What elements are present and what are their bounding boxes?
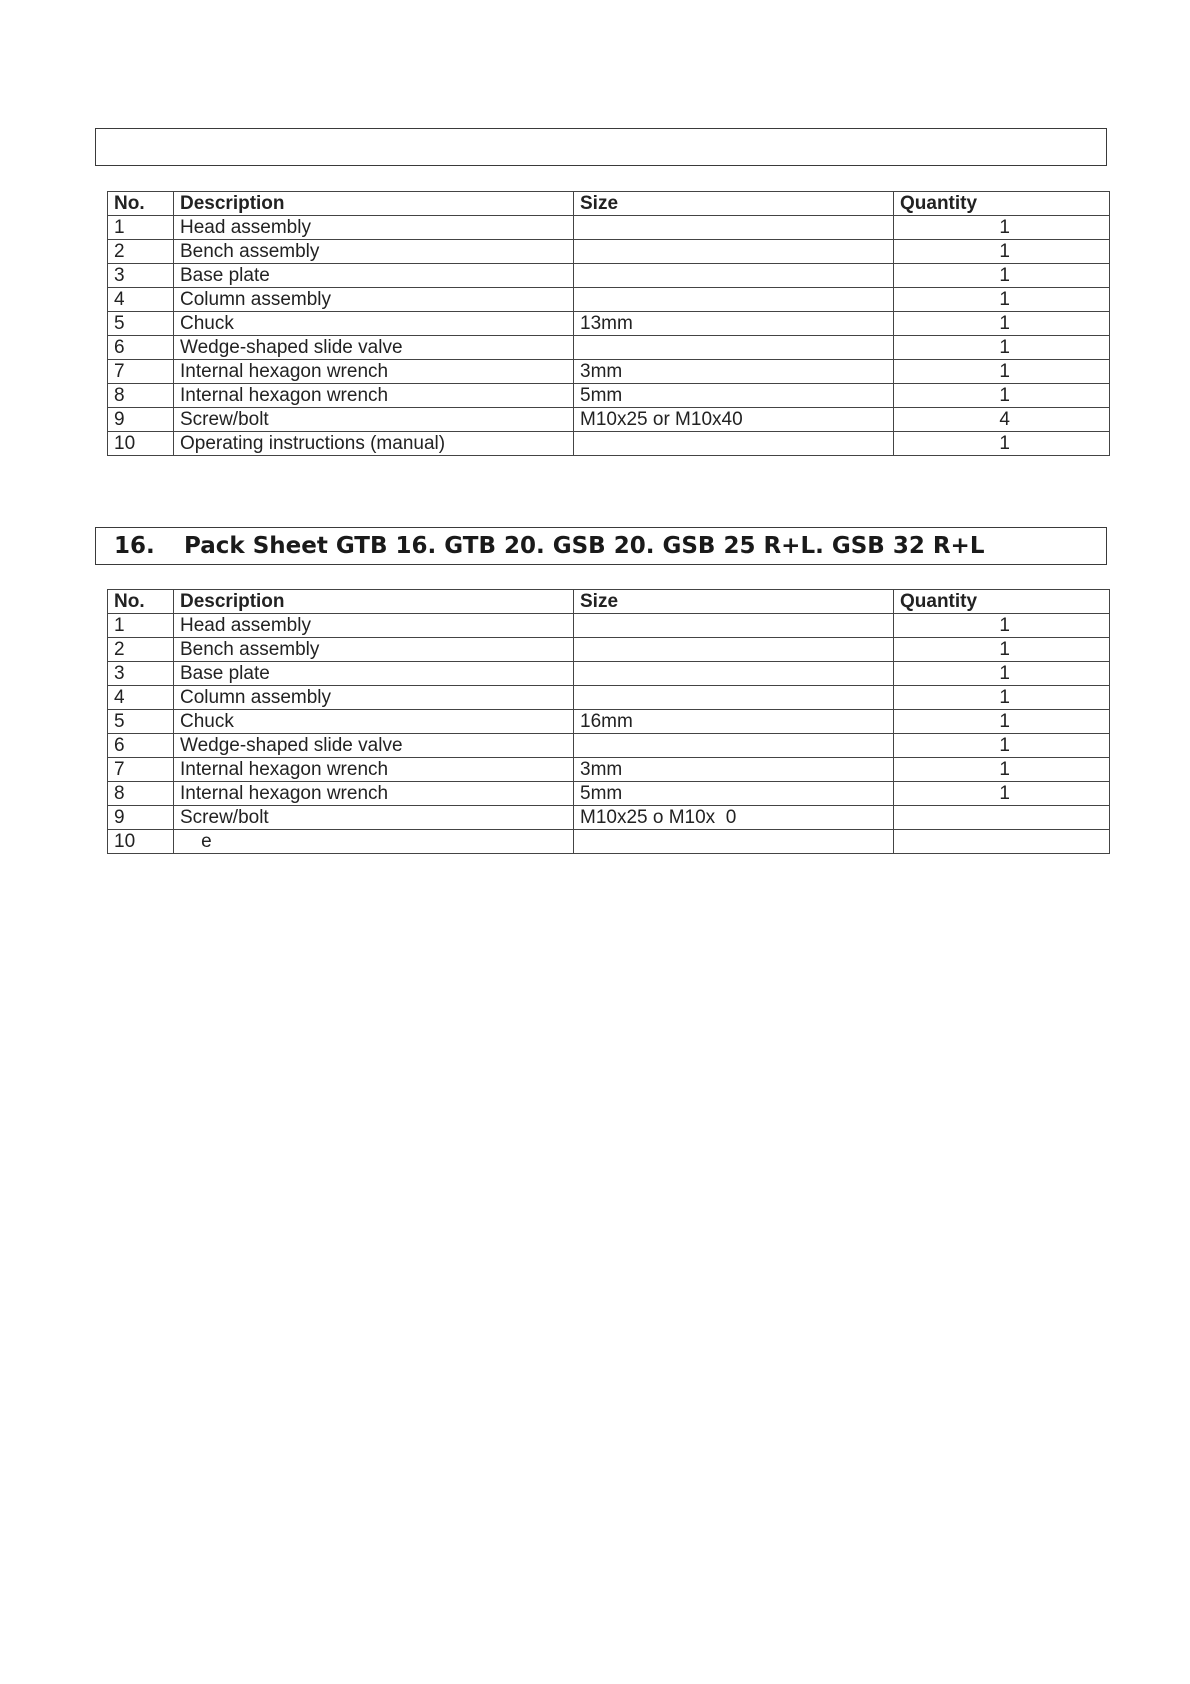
cell-quantity: 1 xyxy=(894,686,1110,710)
cell-size xyxy=(574,638,894,662)
table-row xyxy=(108,240,1110,264)
cell-quantity: 1 xyxy=(894,360,1110,384)
cell-size: 3mm xyxy=(574,758,894,782)
cell-no: 8 xyxy=(108,384,174,408)
cell-description: Screw/bolt xyxy=(174,408,574,432)
cell-no: 3 xyxy=(108,662,174,686)
cell-no: 3 xyxy=(108,264,174,288)
cell-description: Wedge-shaped slide valve xyxy=(174,336,574,360)
cell-description: Internal hexagon wrench xyxy=(174,758,574,782)
cell-no: 10 xyxy=(108,432,174,456)
cell-description: Head assembly xyxy=(174,216,574,240)
cell-size: 16mm xyxy=(574,710,894,734)
cell-description: Chuck xyxy=(174,710,574,734)
table-row xyxy=(108,758,1110,782)
cell-quantity: 1 xyxy=(894,614,1110,638)
cell-description: Operating instructions (manual) xyxy=(174,432,574,456)
section-number: 16. xyxy=(114,533,155,559)
cell-quantity: 1 xyxy=(894,384,1110,408)
cell-no: 4 xyxy=(108,288,174,312)
header-description: Description xyxy=(174,590,574,614)
table-row xyxy=(108,830,1110,854)
header-no: No. xyxy=(108,192,174,216)
cell-description: Internal hexagon wrench xyxy=(174,782,574,806)
cell-size: 13mm xyxy=(574,312,894,336)
header-no: No. xyxy=(108,590,174,614)
cell-size xyxy=(574,614,894,638)
cell-no: 4 xyxy=(108,686,174,710)
table-row xyxy=(108,264,1110,288)
cell-size xyxy=(574,662,894,686)
cell-no: 5 xyxy=(108,710,174,734)
cell-size xyxy=(574,288,894,312)
cell-no: 2 xyxy=(108,240,174,264)
cell-no: 6 xyxy=(108,336,174,360)
cell-description: Base plate xyxy=(174,264,574,288)
cell-no: 1 xyxy=(108,216,174,240)
cell-size xyxy=(574,432,894,456)
header-quantity: Quantity xyxy=(894,192,1110,216)
header-description: Description xyxy=(174,192,574,216)
cell-description: Internal hexagon wrench xyxy=(174,360,574,384)
cell-quantity: 1 xyxy=(894,336,1110,360)
table-row xyxy=(108,384,1110,408)
cell-quantity: 1 xyxy=(894,264,1110,288)
table-row xyxy=(108,288,1110,312)
cell-size xyxy=(574,336,894,360)
cell-quantity: 1 xyxy=(894,710,1110,734)
table-row xyxy=(108,216,1110,240)
cell-size: M10x25 or M10x40 xyxy=(574,408,894,432)
cell-size xyxy=(574,686,894,710)
cell-description: Screw/bolt xyxy=(174,806,574,830)
header-quantity: Quantity xyxy=(894,590,1110,614)
parts-table-1 xyxy=(107,191,1110,456)
cell-no: 2 xyxy=(108,638,174,662)
table-row xyxy=(108,638,1110,662)
cell-description: Internal hexagon wrench xyxy=(174,384,574,408)
table-row xyxy=(108,806,1110,830)
cell-no: 8 xyxy=(108,782,174,806)
table-row xyxy=(108,432,1110,456)
cell-quantity: 1 xyxy=(894,312,1110,336)
header-size: Size xyxy=(574,192,894,216)
cell-quantity: 4 xyxy=(894,408,1110,432)
header-size: Size xyxy=(574,590,894,614)
table-row xyxy=(108,408,1110,432)
cell-size: 3mm xyxy=(574,360,894,384)
cell-quantity: 1 xyxy=(894,288,1110,312)
cell-no: 5 xyxy=(108,312,174,336)
cell-size xyxy=(574,830,894,854)
cell-size xyxy=(574,734,894,758)
cell-size: 5mm xyxy=(574,384,894,408)
cell-quantity: 1 xyxy=(894,216,1110,240)
table-row xyxy=(108,312,1110,336)
cell-description: Base plate xyxy=(174,662,574,686)
table-header-row xyxy=(108,590,1110,614)
cell-no: 7 xyxy=(108,360,174,384)
table-row xyxy=(108,662,1110,686)
cell-description: Bench assembly xyxy=(174,240,574,264)
cell-quantity: 1 xyxy=(894,782,1110,806)
cell-size: M10x25 o M10x 0 xyxy=(574,806,894,830)
section-heading-box-top xyxy=(95,128,1107,166)
cell-size xyxy=(574,240,894,264)
table-row xyxy=(108,686,1110,710)
cell-no: 10 xyxy=(108,830,174,854)
cell-size xyxy=(574,216,894,240)
table-row xyxy=(108,734,1110,758)
cell-quantity: 1 xyxy=(894,734,1110,758)
cell-no: 7 xyxy=(108,758,174,782)
section-heading-box-16 xyxy=(95,527,1107,565)
cell-quantity: 1 xyxy=(894,432,1110,456)
cell-no: 9 xyxy=(108,806,174,830)
table-row xyxy=(108,336,1110,360)
cell-description: Bench assembly xyxy=(174,638,574,662)
section-title: Pack Sheet GTB 16. GTB 20. GSB 20. GSB 25 R+L. GSB 32 R+L xyxy=(184,533,985,559)
table-header-row xyxy=(108,192,1110,216)
cell-description: Column assembly xyxy=(174,686,574,710)
cell-description: e xyxy=(174,830,574,854)
cell-description: Head assembly xyxy=(174,614,574,638)
cell-quantity: 1 xyxy=(894,240,1110,264)
table-row xyxy=(108,360,1110,384)
table-row xyxy=(108,782,1110,806)
cell-size xyxy=(574,264,894,288)
cell-description: Column assembly xyxy=(174,288,574,312)
cell-size: 5mm xyxy=(574,782,894,806)
cell-quantity xyxy=(894,830,1110,854)
cell-description: Wedge-shaped slide valve xyxy=(174,734,574,758)
cell-quantity xyxy=(894,806,1110,830)
cell-no: 1 xyxy=(108,614,174,638)
cell-no: 9 xyxy=(108,408,174,432)
cell-description: Chuck xyxy=(174,312,574,336)
parts-table-2 xyxy=(107,589,1110,854)
table-row xyxy=(108,614,1110,638)
cell-quantity: 1 xyxy=(894,662,1110,686)
cell-quantity: 1 xyxy=(894,758,1110,782)
table-row xyxy=(108,710,1110,734)
cell-quantity: 1 xyxy=(894,638,1110,662)
cell-no: 6 xyxy=(108,734,174,758)
